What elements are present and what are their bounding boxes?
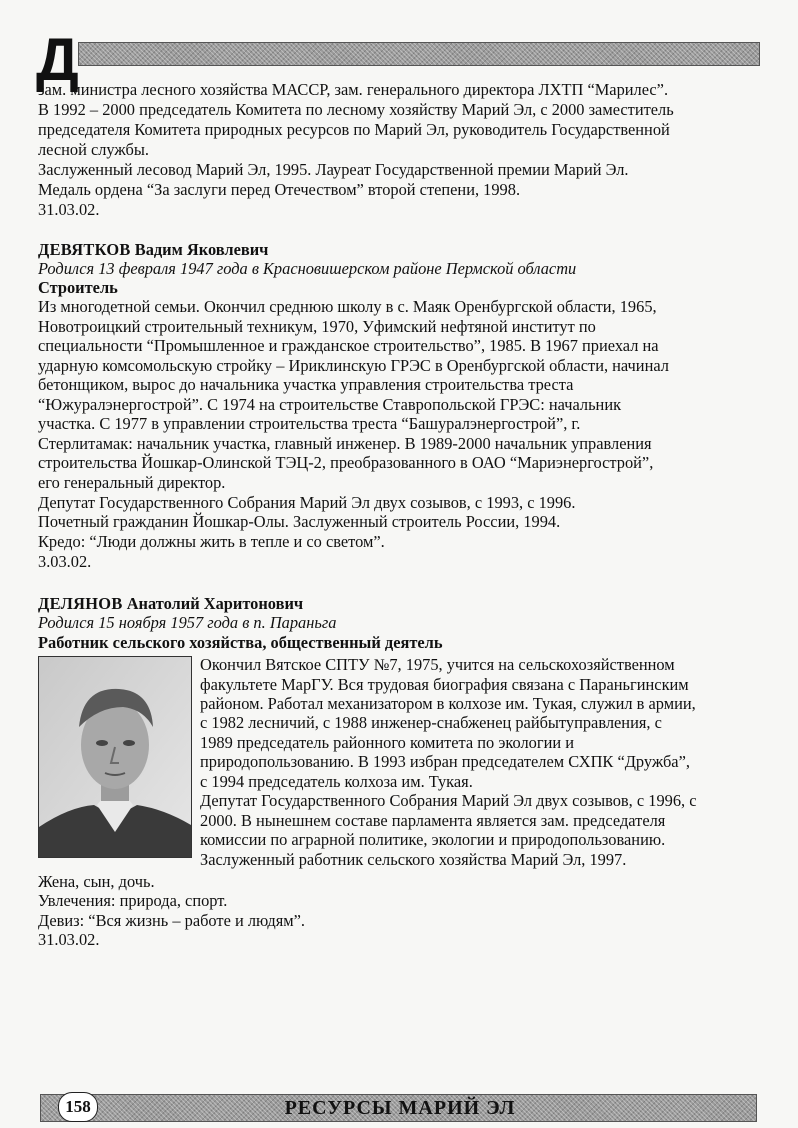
- text-line: ударную комсомольскую стройку – Ириклинскую ГРЭС в Оренбургской области, начинал: [38, 356, 669, 375]
- portrait-illustration: [39, 657, 191, 857]
- entry-name: [38, 594, 303, 613]
- entry-name: [38, 240, 268, 259]
- text-line: комиссии по аграрной политике, экологии и природопользованию.: [200, 830, 666, 849]
- section-initial-letter: Д: [36, 26, 79, 93]
- text-line: Заслуженный лесовод Марий Эл, 1995. Лауреат Государственной премии Марий Эл.: [38, 160, 629, 179]
- text-line: Почетный гражданин Йошкар-Олы. Заслуженный строитель России, 1994.: [38, 512, 561, 531]
- entry-birth: Родился 15 ноября 1957 года в п. Параньга: [38, 613, 337, 632]
- date-line: 3.03.02.: [38, 552, 92, 571]
- text-line: 1989 председатель районного комитета по экологии и: [200, 733, 574, 752]
- text-line: природопользованию. В 1993 избран председателем СХПК “Дружба”,: [200, 752, 690, 771]
- text-line: районом. Работал механизатором в колхозе им. Тукая, служил в армии,: [200, 694, 696, 713]
- text-line: зам. министра лесного хозяйства МАССР, зам. генерального директора ЛХТП “Марилес”.: [38, 80, 669, 99]
- header-decorative-bar: [78, 42, 760, 66]
- text-line: Девиз: “Вся жизнь – работе и людям”.: [38, 911, 306, 930]
- text-line: Стерлитамак: начальник участка, главный инженер. В 1989-2000 начальник управления: [38, 434, 652, 453]
- text-line: специальности “Промышленное и гражданское строительство”, 1985. В 1967 приехал на: [38, 336, 659, 355]
- text-line: Депутат Государственного Собрания Марий Эл двух созывов, с 1993, с 1996.: [38, 493, 576, 512]
- entry-given-name: Вадим Яковлевич: [134, 240, 269, 259]
- text-line: Окончил Вятское СПТУ №7, 1975, учится на сельскохозяйственном: [200, 655, 675, 674]
- entry-role: Строитель: [38, 278, 118, 297]
- footer-title: РЕСУРСЫ МАРИЙ ЭЛ: [284, 1097, 516, 1119]
- text-line: 2000. В нынешнем составе парламента является зам. председателя: [200, 811, 666, 830]
- text-line: Жена, сын, дочь.: [38, 872, 155, 891]
- text-line: Медаль ордена “За заслуги перед Отечеством” второй степени, 1998.: [38, 180, 521, 199]
- entry-birth: Родился 13 февраля 1947 года в Красновишерском районе Пермской области: [38, 259, 577, 278]
- text-line: бетонщиком, вырос до начальника участка управления строительства треста: [38, 375, 574, 394]
- text-line: с 1982 лесничий, с 1988 инженер-снабженец райбытуправления, с: [200, 713, 662, 732]
- text-line: его генеральный директор.: [38, 473, 226, 492]
- entry-given-name: Анатолий Харитонович: [126, 594, 304, 613]
- text-line: с 1994 председатель колхоза им. Тукая.: [200, 772, 473, 791]
- text-line: Новотроицкий строительный техникум, 1970, Уфимский нефтяной институт по: [38, 317, 596, 336]
- text-line: В 1992 – 2000 председатель Комитета по лесному хозяйству Марий Эл, с 2000 заместитель: [38, 100, 674, 119]
- text-line: председателя Комитета природных ресурсов по Марий Эл, руководитель Государственной: [38, 120, 670, 139]
- text-line: Из многодетной семьи. Окончил среднюю школу в с. Маяк Оренбургской области, 1965,: [38, 297, 657, 316]
- text-line: участка. С 1977 в управлении строительства треста “Башуралэнергострой”, г.: [38, 414, 581, 433]
- entry-role: Работник сельского хозяйства, общественный деятель: [38, 633, 443, 652]
- date-line: 31.03.02.: [38, 930, 100, 949]
- text-line: Кредо: “Люди должны жить в тепле и со светом”.: [38, 532, 385, 551]
- portrait-photo: [38, 656, 192, 858]
- text-line: Заслуженный работник сельского хозяйства Марий Эл, 1997.: [200, 850, 627, 869]
- text-line: Увлечения: природа, спорт.: [38, 891, 228, 910]
- text-line: факультете МарГУ. Вся трудовая биография связана с Параньгинским: [200, 675, 689, 694]
- entry-surname: ДЕЛЯНОВ: [38, 594, 123, 613]
- text-line: лесной службы.: [38, 140, 149, 159]
- entry-surname: ДЕВЯТКОВ: [38, 240, 131, 259]
- page-number: 158: [58, 1092, 98, 1122]
- text-line: Депутат Государственного Собрания Марий Эл двух созывов, с 1996, с: [200, 791, 697, 810]
- text-line: строительства Йошкар-Олинской ТЭЦ-2, преобразованного в ОАО “Мариэнергострой”,: [38, 453, 654, 472]
- text-line: “Южуралэнергострой”. С 1974 на строительстве Ставропольской ГРЭС: начальник: [38, 395, 622, 414]
- date-line: 31.03.02.: [38, 200, 100, 219]
